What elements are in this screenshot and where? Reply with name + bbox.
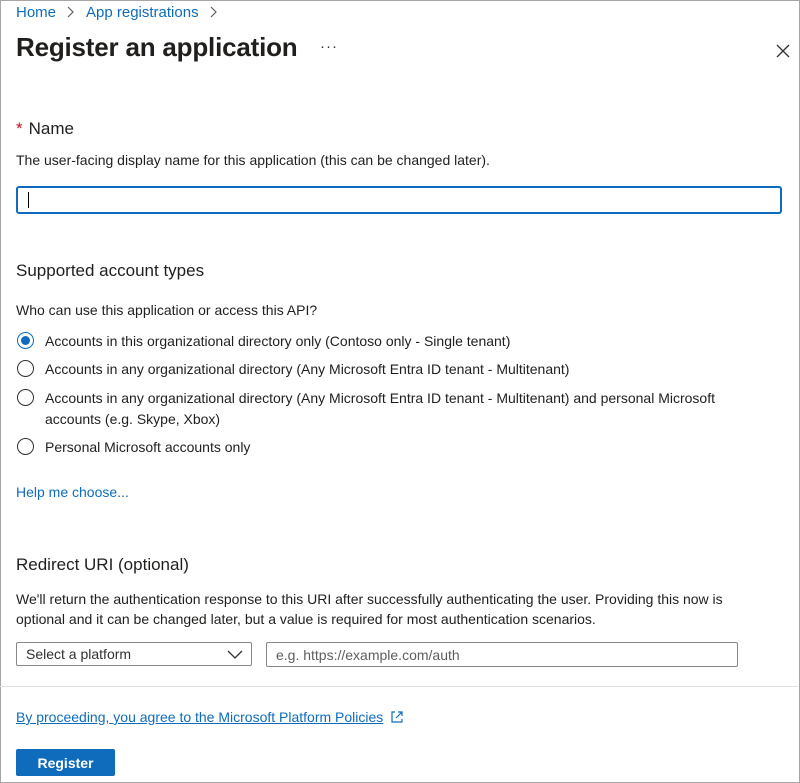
radio-button-selected[interactable] — [17, 332, 34, 349]
radio-button[interactable] — [17, 389, 34, 406]
external-link-icon — [389, 709, 405, 725]
platform-select-value: Select a platform — [26, 646, 132, 662]
redirect-uri-input[interactable] — [267, 643, 737, 666]
name-input[interactable] — [18, 188, 780, 212]
account-type-option-multitenant-personal[interactable] — [17, 388, 745, 430]
help-me-choose-link[interactable]: Help me choose... — [16, 484, 129, 500]
chevron-right-icon — [63, 3, 79, 21]
redirect-uri-heading: Redirect URI (optional) — [16, 555, 189, 574]
chevron-right-icon — [206, 3, 222, 21]
redirect-uri-field[interactable] — [266, 642, 738, 667]
radio-label: Accounts in any organizational directory (Any Microsoft Entra ID tenant - Multitenant) — [45, 361, 570, 377]
chevron-down-icon — [227, 649, 243, 659]
platform-policies-text: By proceeding, you agree to the Microsoft Platform Policies — [16, 709, 384, 725]
name-description: The user-facing display name for this application (this can be changed later). — [16, 152, 490, 168]
account-type-option-personal[interactable] — [17, 437, 745, 458]
radio-label: Personal Microsoft accounts only — [45, 439, 251, 455]
radio-button[interactable] — [17, 360, 34, 377]
account-types-heading: Supported account types — [16, 261, 205, 280]
text-caret — [28, 192, 29, 208]
redirect-uri-description: We'll return the authentication response to this URI after successfully authenticating the user. Providing this now is optional and it can be changed later, but a value is required for most authentication scenarios. — [16, 591, 723, 627]
name-input-box[interactable] — [16, 186, 782, 214]
platform-select[interactable] — [16, 642, 252, 666]
radio-button[interactable] — [17, 438, 34, 455]
required-marker: * — [16, 119, 23, 138]
account-type-option-multitenant[interactable] — [17, 359, 745, 380]
platform-policies-link[interactable] — [16, 709, 405, 725]
page-title: Register an application — [16, 32, 298, 62]
name-label — [16, 119, 74, 139]
breadcrumb-home-link[interactable]: Home — [16, 3, 57, 21]
name-label-text: Name — [28, 119, 74, 138]
more-options-button[interactable]: ··· — [320, 38, 338, 55]
close-icon[interactable] — [774, 42, 792, 60]
radio-label: Accounts in any organizational directory (Any Microsoft Entra ID tenant - Multitenant) and personal Microsoft accounts (e.g. Skype, Xbox) — [45, 390, 715, 427]
account-type-option-single-tenant[interactable] — [17, 331, 745, 352]
footer-divider — [0, 686, 798, 687]
radio-label: Accounts in this organizational directory only (Contoso only - Single tenant) — [45, 333, 511, 349]
account-types-question: Who can use this application or access this API? — [16, 302, 318, 318]
register-button[interactable]: Register — [16, 749, 115, 776]
breadcrumb-app-registrations-link[interactable]: App registrations — [86, 3, 199, 21]
breadcrumb — [16, 3, 229, 21]
